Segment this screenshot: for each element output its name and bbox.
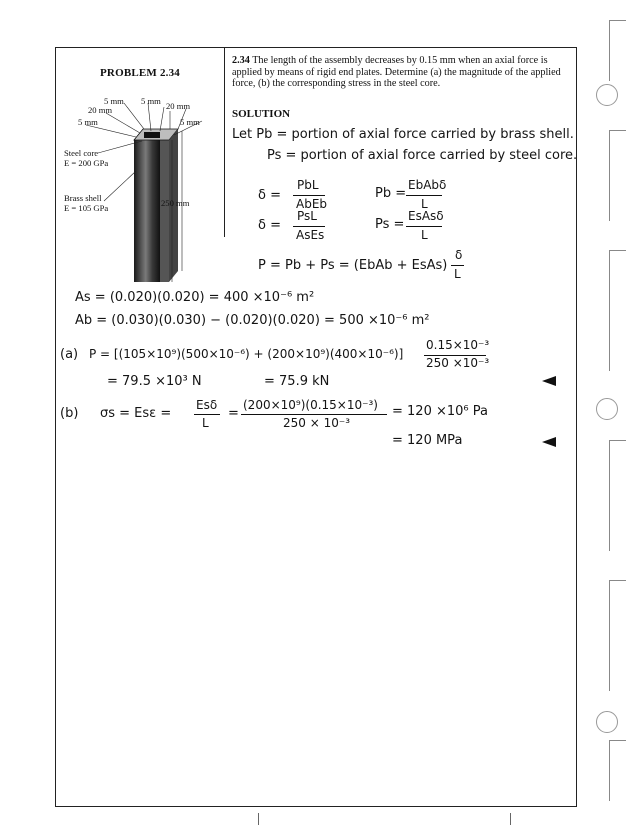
eq-total-den: L — [454, 267, 461, 281]
answer-arrow-icon — [542, 437, 556, 447]
eq-ps-num: EsAsδ — [408, 209, 444, 223]
problem-text: The length of the assembly decreases by 0.15 mm when an axial force is applied by means of rigid end plates. Determine (a) the magnitude of the applied force, (b) the corresponding stress in the steel core. — [232, 55, 561, 90]
punch-hole-icon — [596, 398, 618, 420]
part-a-result-n: = 79.5 ×10³ N — [107, 374, 202, 389]
part-b-result-mpa: = 120 MPa — [392, 433, 463, 448]
part-b-frac2-num: (200×10⁹)(0.15×10⁻³) — [243, 398, 378, 412]
frac-bar — [194, 414, 220, 415]
dim-label-20mm-a: 20 mm — [88, 105, 113, 115]
solution-line-2: Ps = portion of axial force carried by steel core. — [267, 148, 578, 163]
frac-bar — [451, 265, 464, 266]
eq-pb-den: L — [421, 197, 428, 211]
dim-label-20mm-b: 20 mm — [166, 101, 191, 111]
column-divider — [224, 47, 225, 237]
part-b-frac1-den: L — [202, 416, 209, 430]
eq-delta-s-lhs: δ = — [258, 218, 281, 233]
part-b-label: (b) — [60, 406, 79, 421]
dim-label-5mm-b: 5 mm — [141, 96, 161, 106]
eq-pb-num: EbAbδ — [408, 178, 447, 192]
area-steel: As = (0.020)(0.020) = 400 ×10⁻⁶ m² — [75, 290, 315, 305]
problem-number: 2.34 — [232, 55, 250, 66]
eq-delta-b-lhs: δ = — [258, 188, 281, 203]
bottom-tick — [258, 813, 259, 825]
frac-bar — [241, 414, 387, 415]
frac-bar — [406, 195, 442, 196]
length-label: 250 mm — [161, 198, 190, 208]
eq-total-num: δ — [455, 248, 463, 262]
dim-label-5mm-a: 5 mm — [104, 96, 124, 106]
brass-shell-label: Brass shell — [64, 193, 102, 203]
margin-mark — [609, 130, 626, 221]
problem-statement — [232, 55, 570, 90]
part-a-label: (a) — [60, 347, 79, 362]
eq-ps-lhs: Ps = — [375, 217, 405, 232]
punch-hole-icon — [596, 711, 618, 733]
margin-mark — [609, 580, 626, 691]
margin-mark — [609, 440, 626, 551]
eq-delta-s-num: PsL — [297, 209, 317, 223]
dim-label-5mm-left: 5 mm — [78, 117, 98, 127]
solution-title: SOLUTION — [232, 108, 291, 120]
eq-total: P = Pb + Ps = (EbAb + EsAs) — [258, 258, 448, 273]
part-b-frac1-num: Esδ — [196, 398, 218, 412]
bottom-tick — [510, 813, 511, 825]
margin-mark — [609, 740, 626, 801]
part-a-expr: P = [(105×10⁹)(500×10⁻⁶) + (200×10⁹)(400×10⁻⁶)] — [89, 347, 404, 361]
frac-bar — [293, 195, 325, 196]
part-a-frac-den: 250 ×10⁻³ — [426, 356, 490, 370]
eq-ps-den: L — [421, 228, 428, 242]
frac-bar — [406, 226, 442, 227]
dim-label-5mm-right: 5 mm — [180, 117, 200, 127]
part-b-expr: σs = Esε = — [100, 406, 172, 421]
part-a-result-kn: = 75.9 kN — [264, 374, 330, 389]
margin-mark — [609, 20, 626, 81]
eq-delta-s-den: AsEs — [296, 228, 325, 242]
solution-line-1: Let Pb = portion of axial force carried by brass shell. — [232, 127, 574, 142]
part-b-equals: = — [228, 406, 239, 421]
punch-hole-icon — [596, 84, 618, 106]
part-b-result-pa: = 120 ×10⁶ Pa — [392, 404, 488, 419]
part-a-frac-num: 0.15×10⁻³ — [426, 338, 490, 352]
steel-core-label: Steel core — [64, 148, 99, 158]
eq-delta-b-num: PbL — [297, 178, 319, 192]
problem-title: PROBLEM 2.34 — [100, 67, 181, 79]
area-brass: Ab = (0.030)(0.030) − (0.020)(0.020) = 500 ×10⁻⁶ m² — [75, 313, 430, 328]
frac-bar — [293, 226, 325, 227]
eq-delta-b-den: AbEb — [296, 197, 328, 211]
brass-shell-modulus: E = 105 GPa — [64, 203, 109, 213]
part-b-frac2-den: 250 × 10⁻³ — [283, 416, 351, 430]
margin-mark — [609, 250, 626, 371]
answer-arrow-icon — [542, 376, 556, 386]
steel-core-modulus: E = 200 GPa — [64, 158, 109, 168]
eq-pb-lhs: Pb = — [375, 186, 407, 201]
